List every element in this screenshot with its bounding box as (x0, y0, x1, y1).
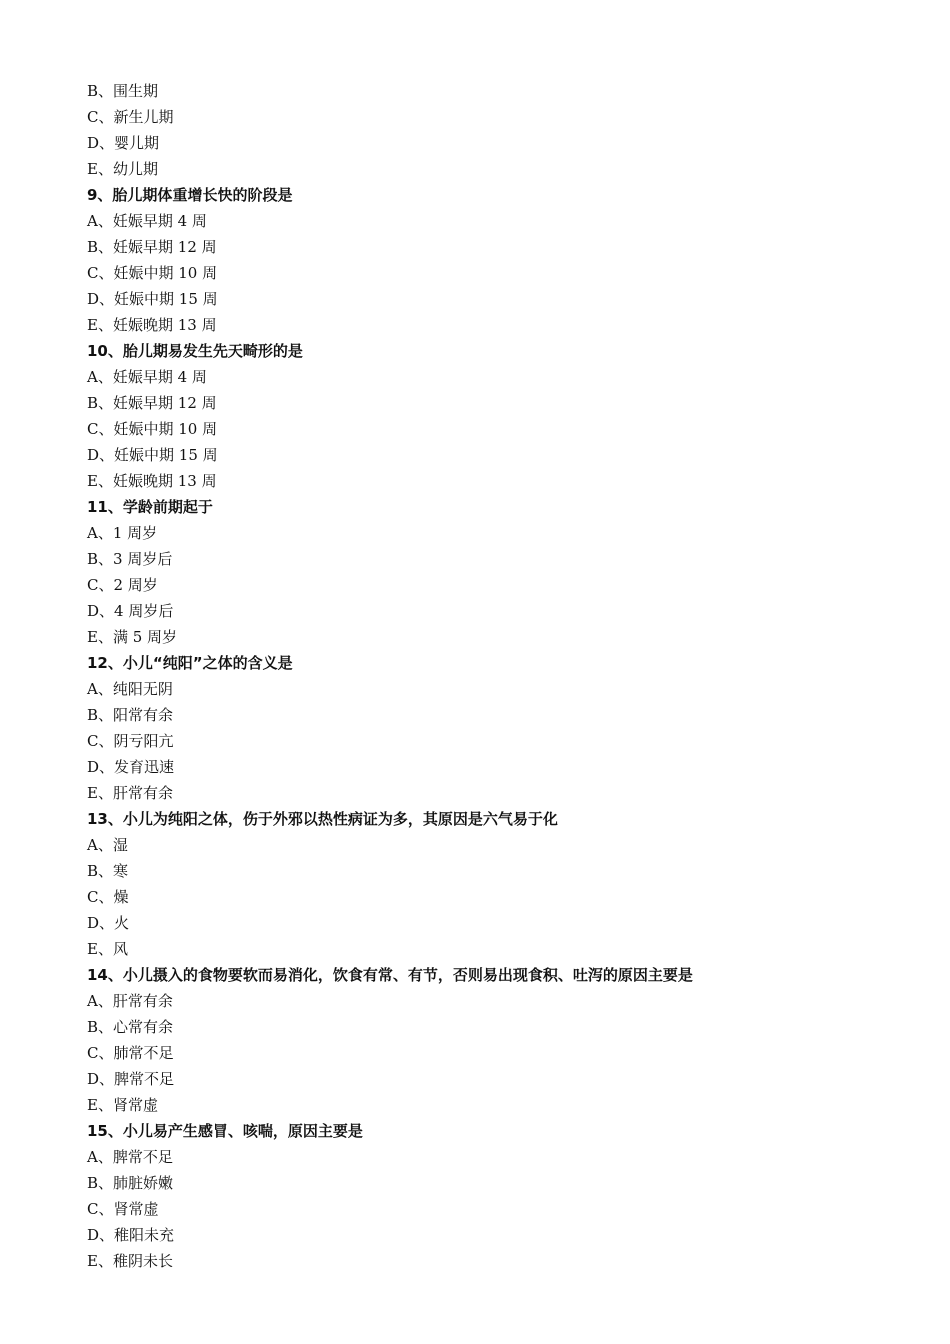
answer-option: C、肾常虚 (87, 1200, 159, 1218)
question-text: 11、学龄前期起于 (87, 498, 213, 516)
question-text: 15、小儿易产生感冒、咳喘，原因主要是 (87, 1122, 363, 1140)
answer-option: A、纯阳无阴 (87, 680, 173, 698)
answer-option: B、3 周岁后 (87, 550, 173, 568)
answer-option: A、妊娠早期 4 周 (87, 212, 207, 230)
answer-option: E、风 (87, 940, 128, 958)
answer-option: A、肝常有余 (87, 992, 173, 1010)
answer-option: D、稚阳未充 (87, 1226, 175, 1244)
answer-option: A、湿 (87, 836, 128, 854)
answer-option: C、阴亏阳亢 (87, 732, 174, 750)
answer-option: E、满 5 周岁 (87, 628, 178, 646)
answer-option: D、火 (87, 914, 130, 932)
answer-option: E、妊娠晚期 13 周 (87, 316, 217, 334)
answer-option: E、妊娠晚期 13 周 (87, 472, 217, 490)
question-text: 13、小儿为纯阳之体，伤于外邪以热性病证为多，其原因是六气易于化 (87, 810, 558, 828)
question-text: 14、小儿摄入的食物要软而易消化，饮食有常、有节，否则易出现食积、吐泻的原因主要是 (87, 966, 693, 984)
answer-option: C、妊娠中期 10 周 (87, 264, 218, 282)
question-text: 12、小儿“纯阳”之体的含义是 (87, 654, 293, 672)
answer-option: D、4 周岁后 (87, 602, 174, 620)
answer-option: D、婴儿期 (87, 134, 160, 152)
answer-option: C、妊娠中期 10 周 (87, 420, 218, 438)
answer-option: B、围生期 (87, 82, 159, 100)
answer-option: B、妊娠早期 12 周 (87, 238, 217, 256)
answer-option: E、肝常有余 (87, 784, 173, 802)
answer-option: A、脾常不足 (87, 1148, 173, 1166)
answer-option: B、阳常有余 (87, 706, 174, 724)
answer-option: C、2 周岁 (87, 576, 158, 594)
answer-option: B、妊娠早期 12 周 (87, 394, 217, 412)
question-text: 9、胎儿期体重增长快的阶段是 (87, 186, 293, 204)
answer-option: B、肺脏娇嫩 (87, 1174, 174, 1192)
answer-option: A、妊娠早期 4 周 (87, 368, 207, 386)
answer-option: E、幼儿期 (87, 160, 158, 178)
answer-option: B、寒 (87, 862, 129, 880)
answer-option: D、妊娠中期 15 周 (87, 446, 218, 464)
answer-option: C、肺常不足 (87, 1044, 174, 1062)
answer-option: E、稚阴未长 (87, 1252, 173, 1270)
answer-option: A、1 周岁 (87, 524, 158, 542)
question-text: 10、胎儿期易发生先天畸形的是 (87, 342, 303, 360)
answer-option: D、妊娠中期 15 周 (87, 290, 218, 308)
document-body (87, 78, 887, 1274)
answer-option: E、肾常虚 (87, 1096, 158, 1114)
answer-option: C、燥 (87, 888, 129, 906)
answer-option: B、心常有余 (87, 1018, 174, 1036)
answer-option: D、发育迅速 (87, 758, 175, 776)
answer-option: D、脾常不足 (87, 1070, 175, 1088)
answer-option: C、新生儿期 (87, 108, 174, 126)
